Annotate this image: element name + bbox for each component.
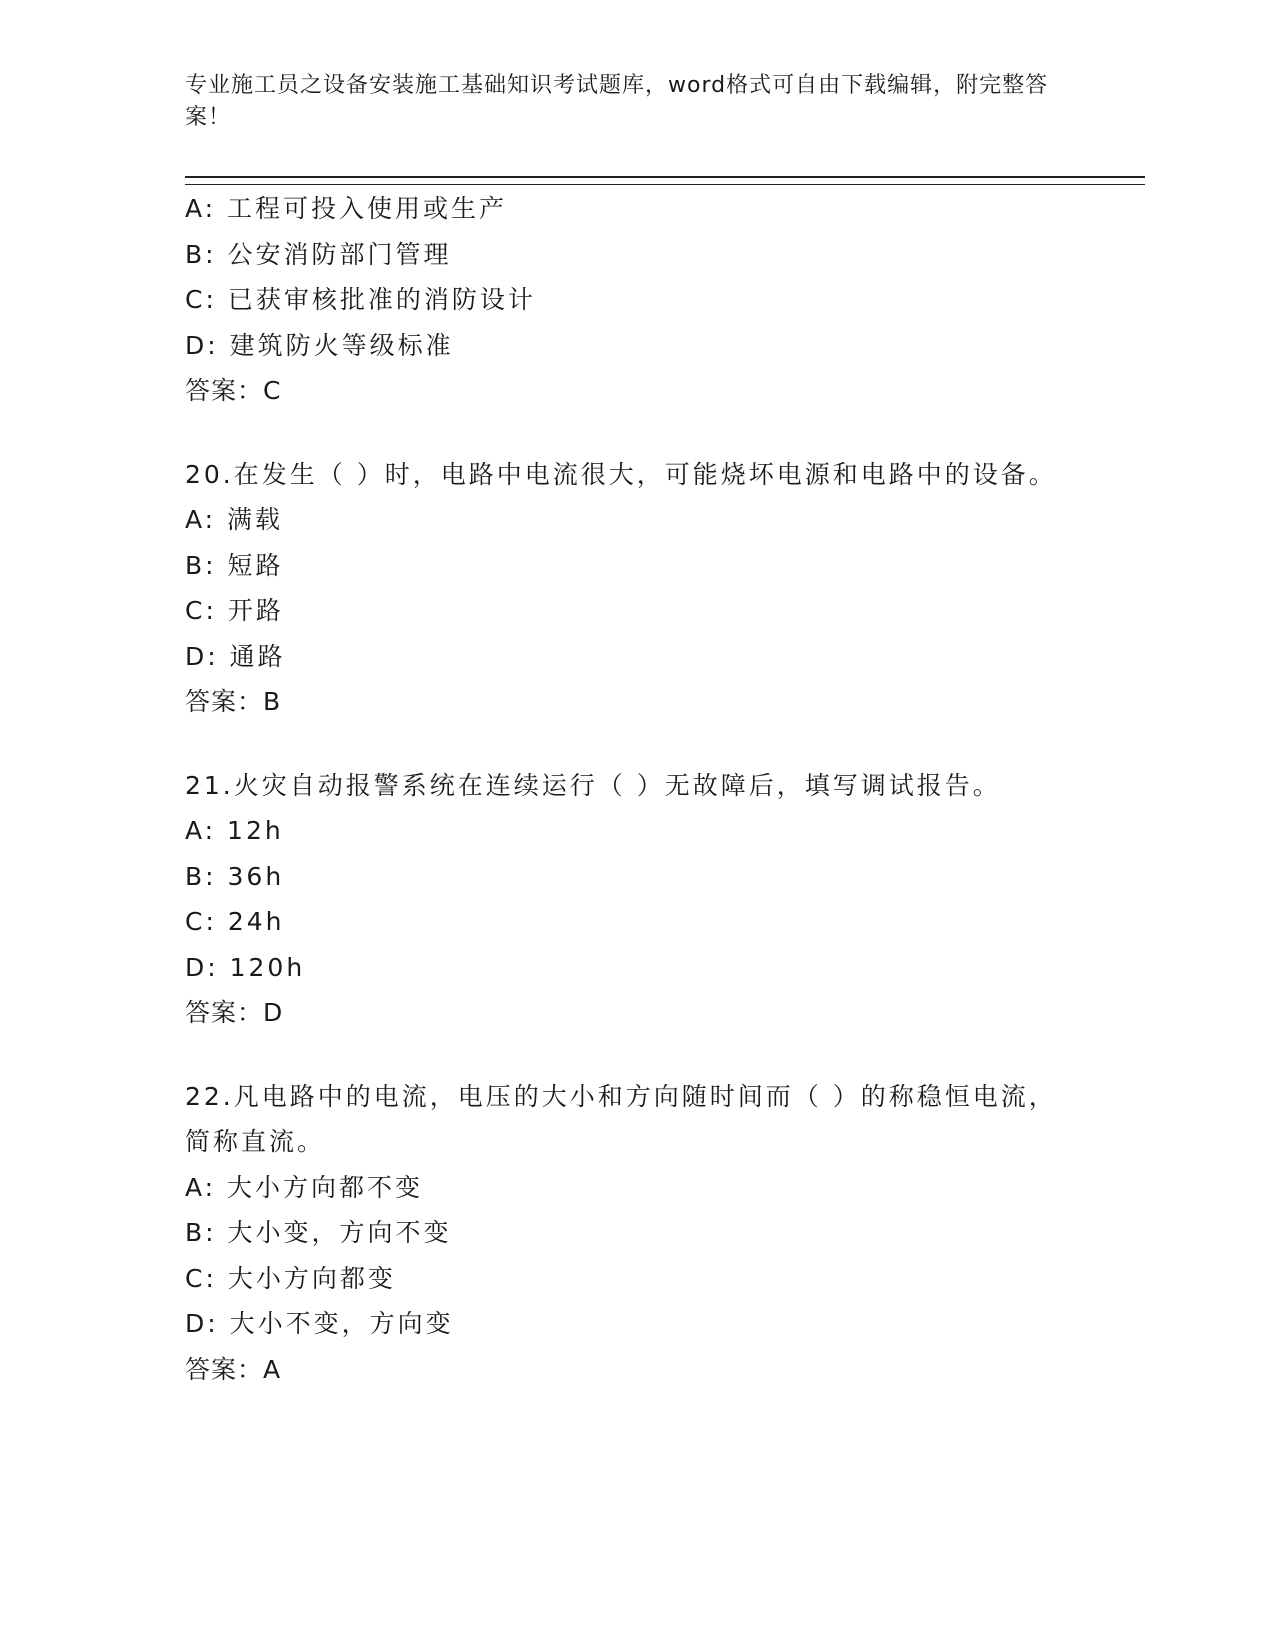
option-d: D: 建筑防火等级标准 (185, 330, 454, 360)
page-header: 专业施工员之设备安装施工基础知识考试题库，word格式可自由下载编辑，附完整答案！ (185, 73, 1049, 130)
question-stem: 20.在发生（ ）时，电路中电流很大，可能烧坏电源和电路中的设备。 (185, 459, 1057, 489)
answer: 答案：B (185, 687, 282, 716)
option-d: D: 通路 (185, 641, 286, 671)
option-b: B: 大小变，方向不变 (185, 1218, 452, 1247)
option-a: A: 工程可投入使用或生产 (185, 194, 508, 223)
question-list (185, 186, 1065, 1392)
question-19-tail (185, 186, 1065, 414)
option-c: C: 大小方向都变 (185, 1263, 396, 1293)
answer: 答案：C (185, 376, 282, 405)
option-c: C: 已获审核批准的消防设计 (185, 285, 536, 314)
question-20 (185, 452, 1065, 725)
answer: 答案：D (185, 998, 284, 1027)
option-a: A: 12h (185, 816, 284, 845)
option-a: A: 大小方向都不变 (185, 1172, 424, 1202)
option-c: C: 24h (185, 907, 285, 936)
question-22 (185, 1074, 1065, 1393)
option-c: C: 开路 (185, 596, 284, 625)
question-stem: 22.凡电路中的电流，电压的大小和方向随时间而（ ）的称稳恒电流，简称直流。 (185, 1081, 1057, 1156)
option-d: D: 120h (185, 952, 306, 982)
option-a: A: 满载 (185, 505, 284, 534)
answer: 答案：A (185, 1354, 282, 1384)
option-b: B: 36h (185, 861, 285, 891)
question-21 (185, 763, 1065, 1036)
header-divider (185, 176, 1145, 185)
option-b: B: 公安消防部门管理 (185, 239, 452, 269)
question-stem: 21.火灾自动报警系统在连续运行（ ）无故障后，填写调试报告。 (185, 770, 1001, 800)
option-b: B: 短路 (185, 550, 284, 580)
option-d: D: 大小不变，方向变 (185, 1309, 454, 1338)
